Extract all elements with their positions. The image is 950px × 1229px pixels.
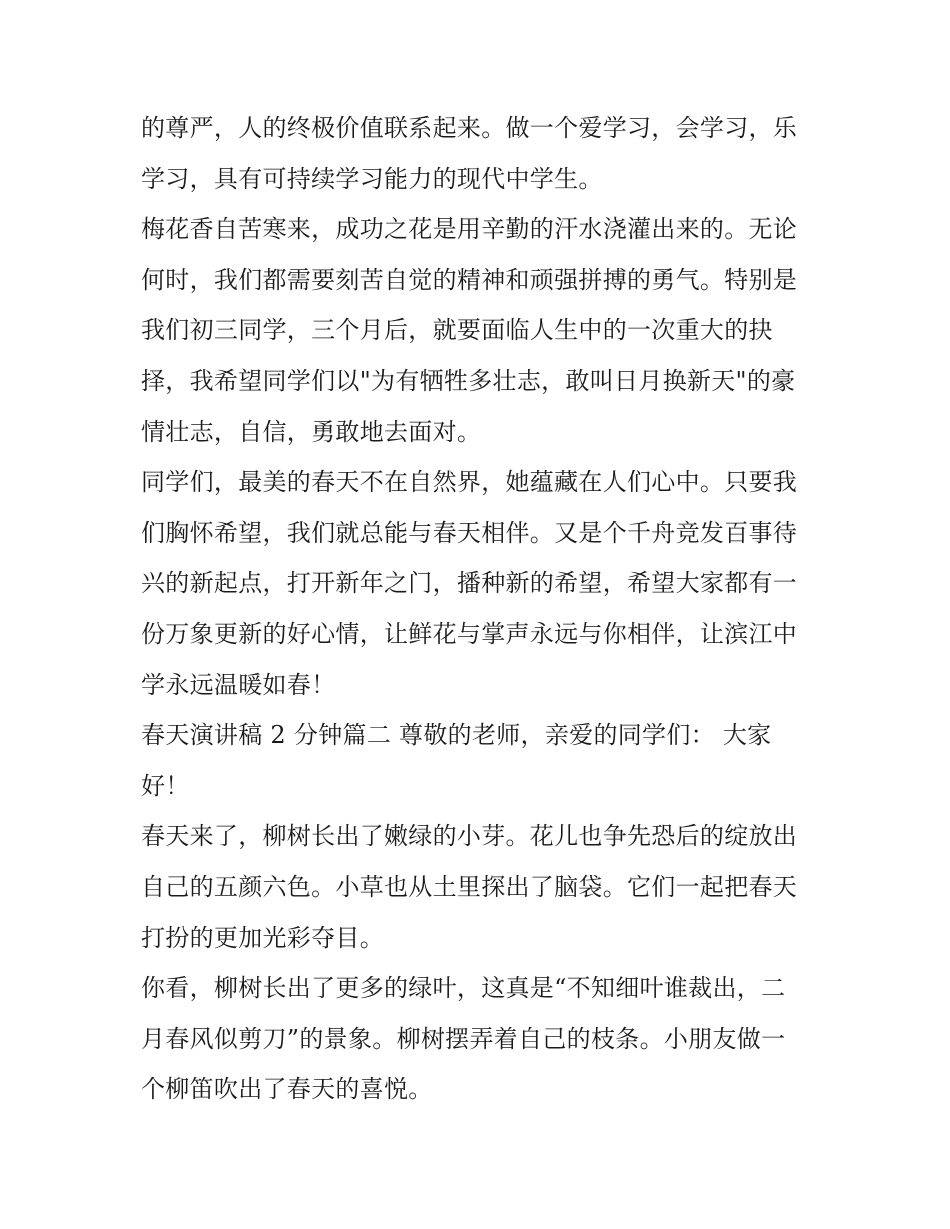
text-line: 学永远温暖如春！: [141, 670, 336, 699]
text-line: 梅花香自苦寒来，成功之花是用辛勤的汗水浇灌出来的。无论: [141, 215, 798, 244]
text-line: 择，我希望同学们以"为有牺牲多壮志，敢叫日月换新天"的豪: [141, 366, 796, 395]
document-body: [141, 103, 821, 1115]
text-line: 们胸怀希望，我们就总能与春天相伴。又是个千舟竞发百事待: [141, 518, 798, 547]
text-line: 份万象更新的好心情，让鲜花与掌声永远与你相伴，让滨江中: [141, 619, 798, 648]
text-line: 好！: [141, 771, 190, 800]
text-line: 的尊严，人的终极价值联系起来。做一个爱学习，会学习，乐: [141, 114, 798, 142]
text-line: 我们初三同学，三个月后，就要面临人生中的一次重大的抉: [141, 316, 773, 345]
text-line: 个柳笛吹出了春天的喜悦。: [141, 1075, 433, 1104]
text-line: 春天来了，柳树长出了嫩绿的小芽。花儿也争先恐后的绽放出: [141, 822, 798, 851]
text-line: 打扮的更加光彩夺目。: [141, 923, 384, 952]
text-line: 同学们，最美的春天不在自然界，她蕴藏在人们心中。只要我: [141, 468, 798, 497]
section-heading-line: 春天演讲稿 2 分钟篇二 尊敬的老师，亲爱的同学们： 大家: [141, 721, 772, 750]
text-line: 情壮志，自信，勇敢地去面对。: [141, 417, 482, 446]
text-line: 兴的新起点，打开新年之门，播种新的希望，希望大家都有一: [141, 569, 798, 598]
text-line: 自己的五颜六色。小草也从土里探出了脑袋。它们一起把春天: [141, 872, 798, 901]
text-line: 月春风似剪刀”的景象。柳树摆弄着自己的枝条。小朋友做一: [141, 1024, 786, 1053]
text-line: 学习，具有可持续学习能力的现代中学生。: [141, 164, 603, 193]
text-line: 你看，柳树长出了更多的绿叶，这真是“不知细叶谁裁出，二: [141, 974, 786, 1003]
text-line: 何时，我们都需要刻苦自觉的精神和顽强拼搏的勇气。特别是: [141, 265, 798, 294]
